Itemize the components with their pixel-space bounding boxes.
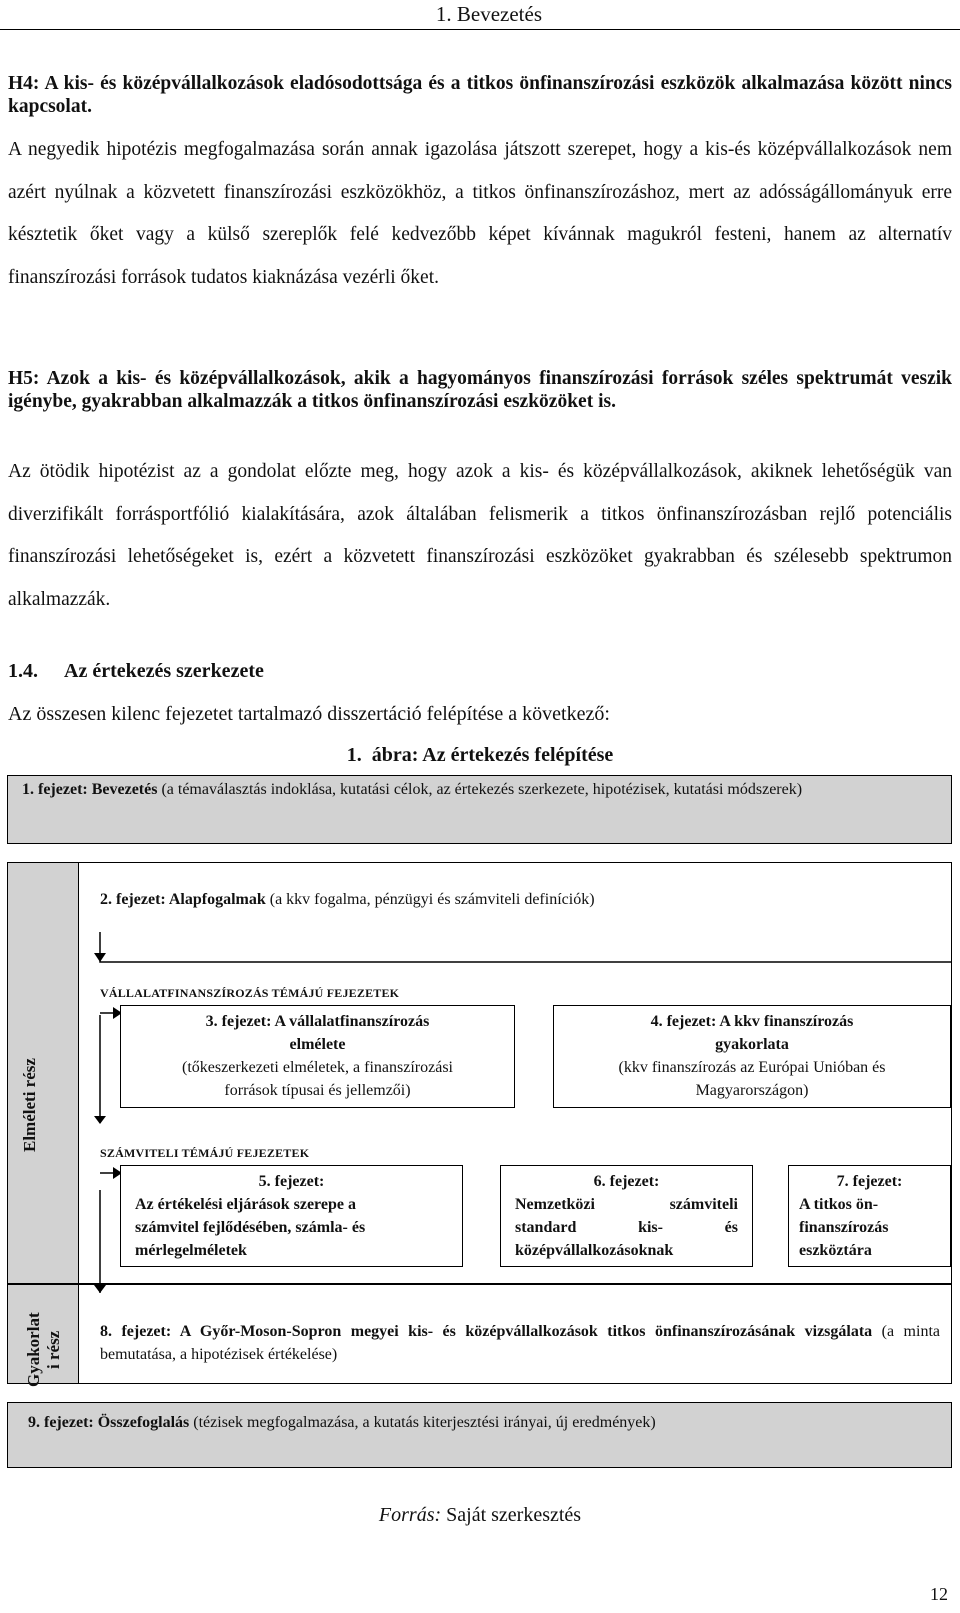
chapter-8-line xyxy=(100,1320,940,1366)
hypothesis-h4-body: A negyedik hipotézis megfogalmazása során annak igazolása játszott szerepet, hogy a kis-és középvállalkozások nem azért nyúlnak a közvetett finanszírozási eszközökhöz, a titkos önfinanszírozáshoz, mert az adósságállományuk erre késztetik őket vagy a külső szereplők felé kedvezőbb képet kívánnak magukról festeni, hanem az alternatív finanszírozási források tudatos kiaknázása vezérli őket. xyxy=(8,139,952,288)
section-number: 1.4. xyxy=(8,660,38,682)
connector-ch2-ch3 xyxy=(100,932,952,962)
chapter-7-line-4: eszköztára xyxy=(799,1242,872,1259)
chapter-6-line-4: középvállalkozásoknak xyxy=(515,1242,674,1259)
side-label-practice-2: i rész xyxy=(44,1330,63,1370)
chapter-6-line-1: 6. fejezet: xyxy=(593,1173,660,1190)
chapter-7-line-1: 7. fejezet: xyxy=(836,1173,903,1190)
chapter-5-line-4: mérlegelméletek xyxy=(135,1242,247,1259)
hypothesis-h5-title: H5: Azok a kis- és középvállalkozások, akik a hagyományos finanszírozási források széles spektrumát veszik igénybe, gyakrabban alkalmazzák a titkos önfinanszírozási eszközöket is. xyxy=(8,368,952,412)
chapter-7-line-2: A titkos ön- xyxy=(799,1196,879,1213)
chapter-4-box xyxy=(553,1005,951,1108)
section-title: Az értekezés szerkezete xyxy=(64,660,264,682)
chapter-1-desc: (a témaválasztás indoklása, kutatási célok, az értekezés szerkezete, hipotézisek, kutatási módszerek) xyxy=(157,781,803,798)
chapter-9-desc: (tézisek megfogalmazása, a kutatás kiterjesztési irányai, új eredmények) xyxy=(189,1414,656,1431)
hypothesis-h4-title: H4: A kis- és középvállalkozások eladósodottsága és a titkos önfinanszírozási eszközök alkalmazása között nincs kapcsolat. xyxy=(8,73,952,117)
side-label-practice-1: Gyakorlat xyxy=(24,1312,43,1388)
chapter-9-box xyxy=(7,1402,952,1468)
chapter-header-title: 1. Bevezetés xyxy=(435,2,542,26)
source-text: Saját szerkesztés xyxy=(441,1504,582,1526)
chapter-6-line-2: Nemzetközi számviteli xyxy=(515,1196,738,1213)
side-label-theory: Elméleti rész xyxy=(20,1058,39,1152)
chapter-2-desc: (a kkv fogalma, pénzügyi és számviteli definíciók) xyxy=(265,891,595,908)
chapter-4-desc-2: Magyarországon) xyxy=(695,1082,809,1099)
chapter-5-box xyxy=(120,1165,463,1267)
chapter-4-title-2: gyakorlata xyxy=(715,1036,789,1053)
hypothesis-h5-body: Az ötödik hipotézist az a gondolat előzte meg, hogy azok a kis- és középvállalkozások, akiknek lehetőségük van diverzifikált forrásportfólió kialakítására, azok általában felismerik a titkos önfinanszírozásban rejlő potenciális finanszírozási lehetőségeket is, ezért a közvetett finanszírozási eszközöket gyakrabban és szélesebb spektrumon alkalmazzák. xyxy=(8,461,952,610)
chapter-2-title: 2. fejezet: Alapfogalmak xyxy=(100,891,266,908)
chapter-5-line-2: Az értékelési eljárások szerepe a xyxy=(135,1196,356,1213)
chapter-1-title: 1. fejezet: Bevezetés xyxy=(22,781,158,798)
arrow-down-3 xyxy=(94,1285,106,1293)
chapter-3-box xyxy=(120,1005,515,1108)
page-number: 12 xyxy=(930,1584,948,1604)
chapter-8-desc: (a minta bemutatása, a hipotézisek értékelése) xyxy=(100,1323,940,1363)
intro-sentence: Az összesen kilenc fejezetet tartalmazó disszertáció felépítése a következő: xyxy=(8,703,610,725)
chapter-7-line-3: finanszírozás xyxy=(799,1219,889,1236)
source-label: Forrás: xyxy=(378,1504,442,1526)
chapter-5-line-3: számvitel fejlődésében, számla- és xyxy=(135,1219,366,1236)
chapter-4-desc-1: (kkv finanszírozás az Európai Unióban és xyxy=(618,1059,886,1076)
chapter-6-box xyxy=(500,1165,753,1267)
chapter-4-title-1: 4. fejezet: A kkv finanszírozás xyxy=(650,1013,854,1030)
chapter-5-line-1: 5. fejezet: xyxy=(258,1173,325,1190)
chapter-9-title: 9. fejezet: Összefoglalás xyxy=(28,1414,190,1431)
group-label-accounting: SZÁMVITELI TÉMÁJÚ FEJEZETEK xyxy=(100,1146,310,1160)
chapter-3-desc-2: források típusai és jellemzői) xyxy=(224,1082,411,1099)
figure-source xyxy=(0,1504,960,1527)
group-label-corporate-finance: VÁLLALATFINANSZÍROZÁS TÉMÁJÚ FEJEZETEK xyxy=(100,986,400,1000)
chapter-7-box xyxy=(788,1165,951,1267)
chapter-3-title-1: 3. fejezet: A vállalatfinanszírozás xyxy=(205,1013,430,1030)
arrow-down-1 xyxy=(94,953,106,962)
chapter-6-line-3: standard kis- és xyxy=(515,1219,738,1236)
figure-caption: ábra: Az értekezés felépítése xyxy=(371,744,614,766)
chapter-8-title: 8. fejezet: A Győr-Moson-Sopron megyei kis- és középvállalkozások titkos önfinanszírozásának vizsgálata xyxy=(100,1323,873,1340)
chapter-3-desc-1: (tőkeszerkezeti elméletek, a finanszírozási xyxy=(182,1059,453,1076)
figure-number: 1. xyxy=(346,744,362,766)
arrow-down-2 xyxy=(94,1116,106,1124)
chapter-3-title-2: elmélete xyxy=(289,1036,346,1053)
